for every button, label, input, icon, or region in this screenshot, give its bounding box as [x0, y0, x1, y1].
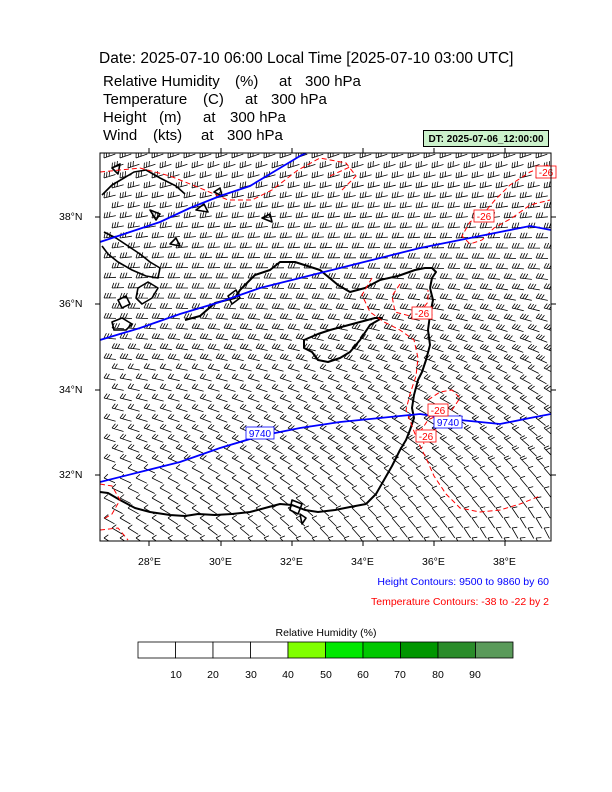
wind-barbs [104, 151, 572, 559]
lat-label-34: 34°N [59, 384, 83, 396]
lat-label-32: 32°N [59, 469, 83, 481]
lon-label-32: 32°E [280, 556, 303, 568]
colorbar-box [176, 642, 214, 658]
colorbar-label-40: 40 [282, 669, 294, 681]
colorbar-box [363, 642, 401, 658]
colorbar-box [251, 642, 289, 658]
wind-barb-field [104, 151, 572, 559]
colorbar-box [476, 642, 514, 658]
temp-label-3: -26 [414, 309, 430, 320]
height-label-1: 9740 [248, 429, 272, 440]
lon-label-28: 28°E [138, 556, 161, 568]
subtitle-wind: Wind (kts) at 300 hPa [103, 127, 283, 144]
colorbar-label-10: 10 [170, 669, 182, 681]
lon-label-38: 38°E [493, 556, 516, 568]
coastline-turkey [185, 262, 436, 320]
subtitle-height: Height (m) at 300 hPa [103, 109, 286, 126]
colorbar-label-70: 70 [394, 669, 406, 681]
lon-label-30: 30°E [209, 556, 232, 568]
colorbar-label-20: 20 [207, 669, 219, 681]
colorbar-box [401, 642, 439, 658]
page-title: Date: 2025-07-10 06:00 Local Time [2025-07-10 03:00 UTC] [99, 50, 514, 67]
temp-label-1: -26 [538, 168, 554, 179]
colorbar-box [138, 642, 176, 658]
height-label-2: 9740 [436, 418, 460, 429]
map-frame [95, 148, 556, 546]
temp-label-2: -26 [476, 212, 492, 223]
lat-label-36: 36°N [59, 298, 83, 310]
colorbar-label-60: 60 [357, 669, 369, 681]
coastline-delta [290, 500, 306, 524]
subtitle-rh: Relative Humidity (%) at 300 hPa [103, 73, 361, 90]
temp-label-4: -26 [430, 406, 446, 417]
dt-badge: DT: 2025-07-06_12:00:00 [423, 130, 549, 147]
colorbar-label-30: 30 [245, 669, 257, 681]
lon-label-36: 36°E [422, 556, 445, 568]
colorbar-label-80: 80 [432, 669, 444, 681]
colorbar-box [438, 642, 476, 658]
colorbar-label-50: 50 [320, 669, 332, 681]
coastline-cyprus [304, 318, 382, 362]
height-contours [100, 150, 551, 482]
colorbar-title: Relative Humidity (%) [275, 627, 377, 639]
height-legend: Height Contours: 9500 to 9860 by 60 [377, 576, 549, 588]
colorbar-box [288, 642, 326, 658]
lat-label-38: 38°N [59, 211, 83, 223]
lon-label-34: 34°E [351, 556, 374, 568]
colorbar [138, 642, 513, 658]
subtitle-temp: Temperature (C) at 300 hPa [103, 91, 327, 108]
temp-label-5: -26 [418, 432, 434, 443]
temp-contour-levant [362, 278, 540, 512]
colorbar-label-90: 90 [469, 669, 481, 681]
height-contour-9760 [100, 226, 551, 340]
coastline-egypt [100, 492, 366, 516]
colorbar-box [326, 642, 364, 658]
colorbar-box [213, 642, 251, 658]
temperature-legend: Temperature Contours: -38 to -22 by 2 [370, 596, 549, 608]
